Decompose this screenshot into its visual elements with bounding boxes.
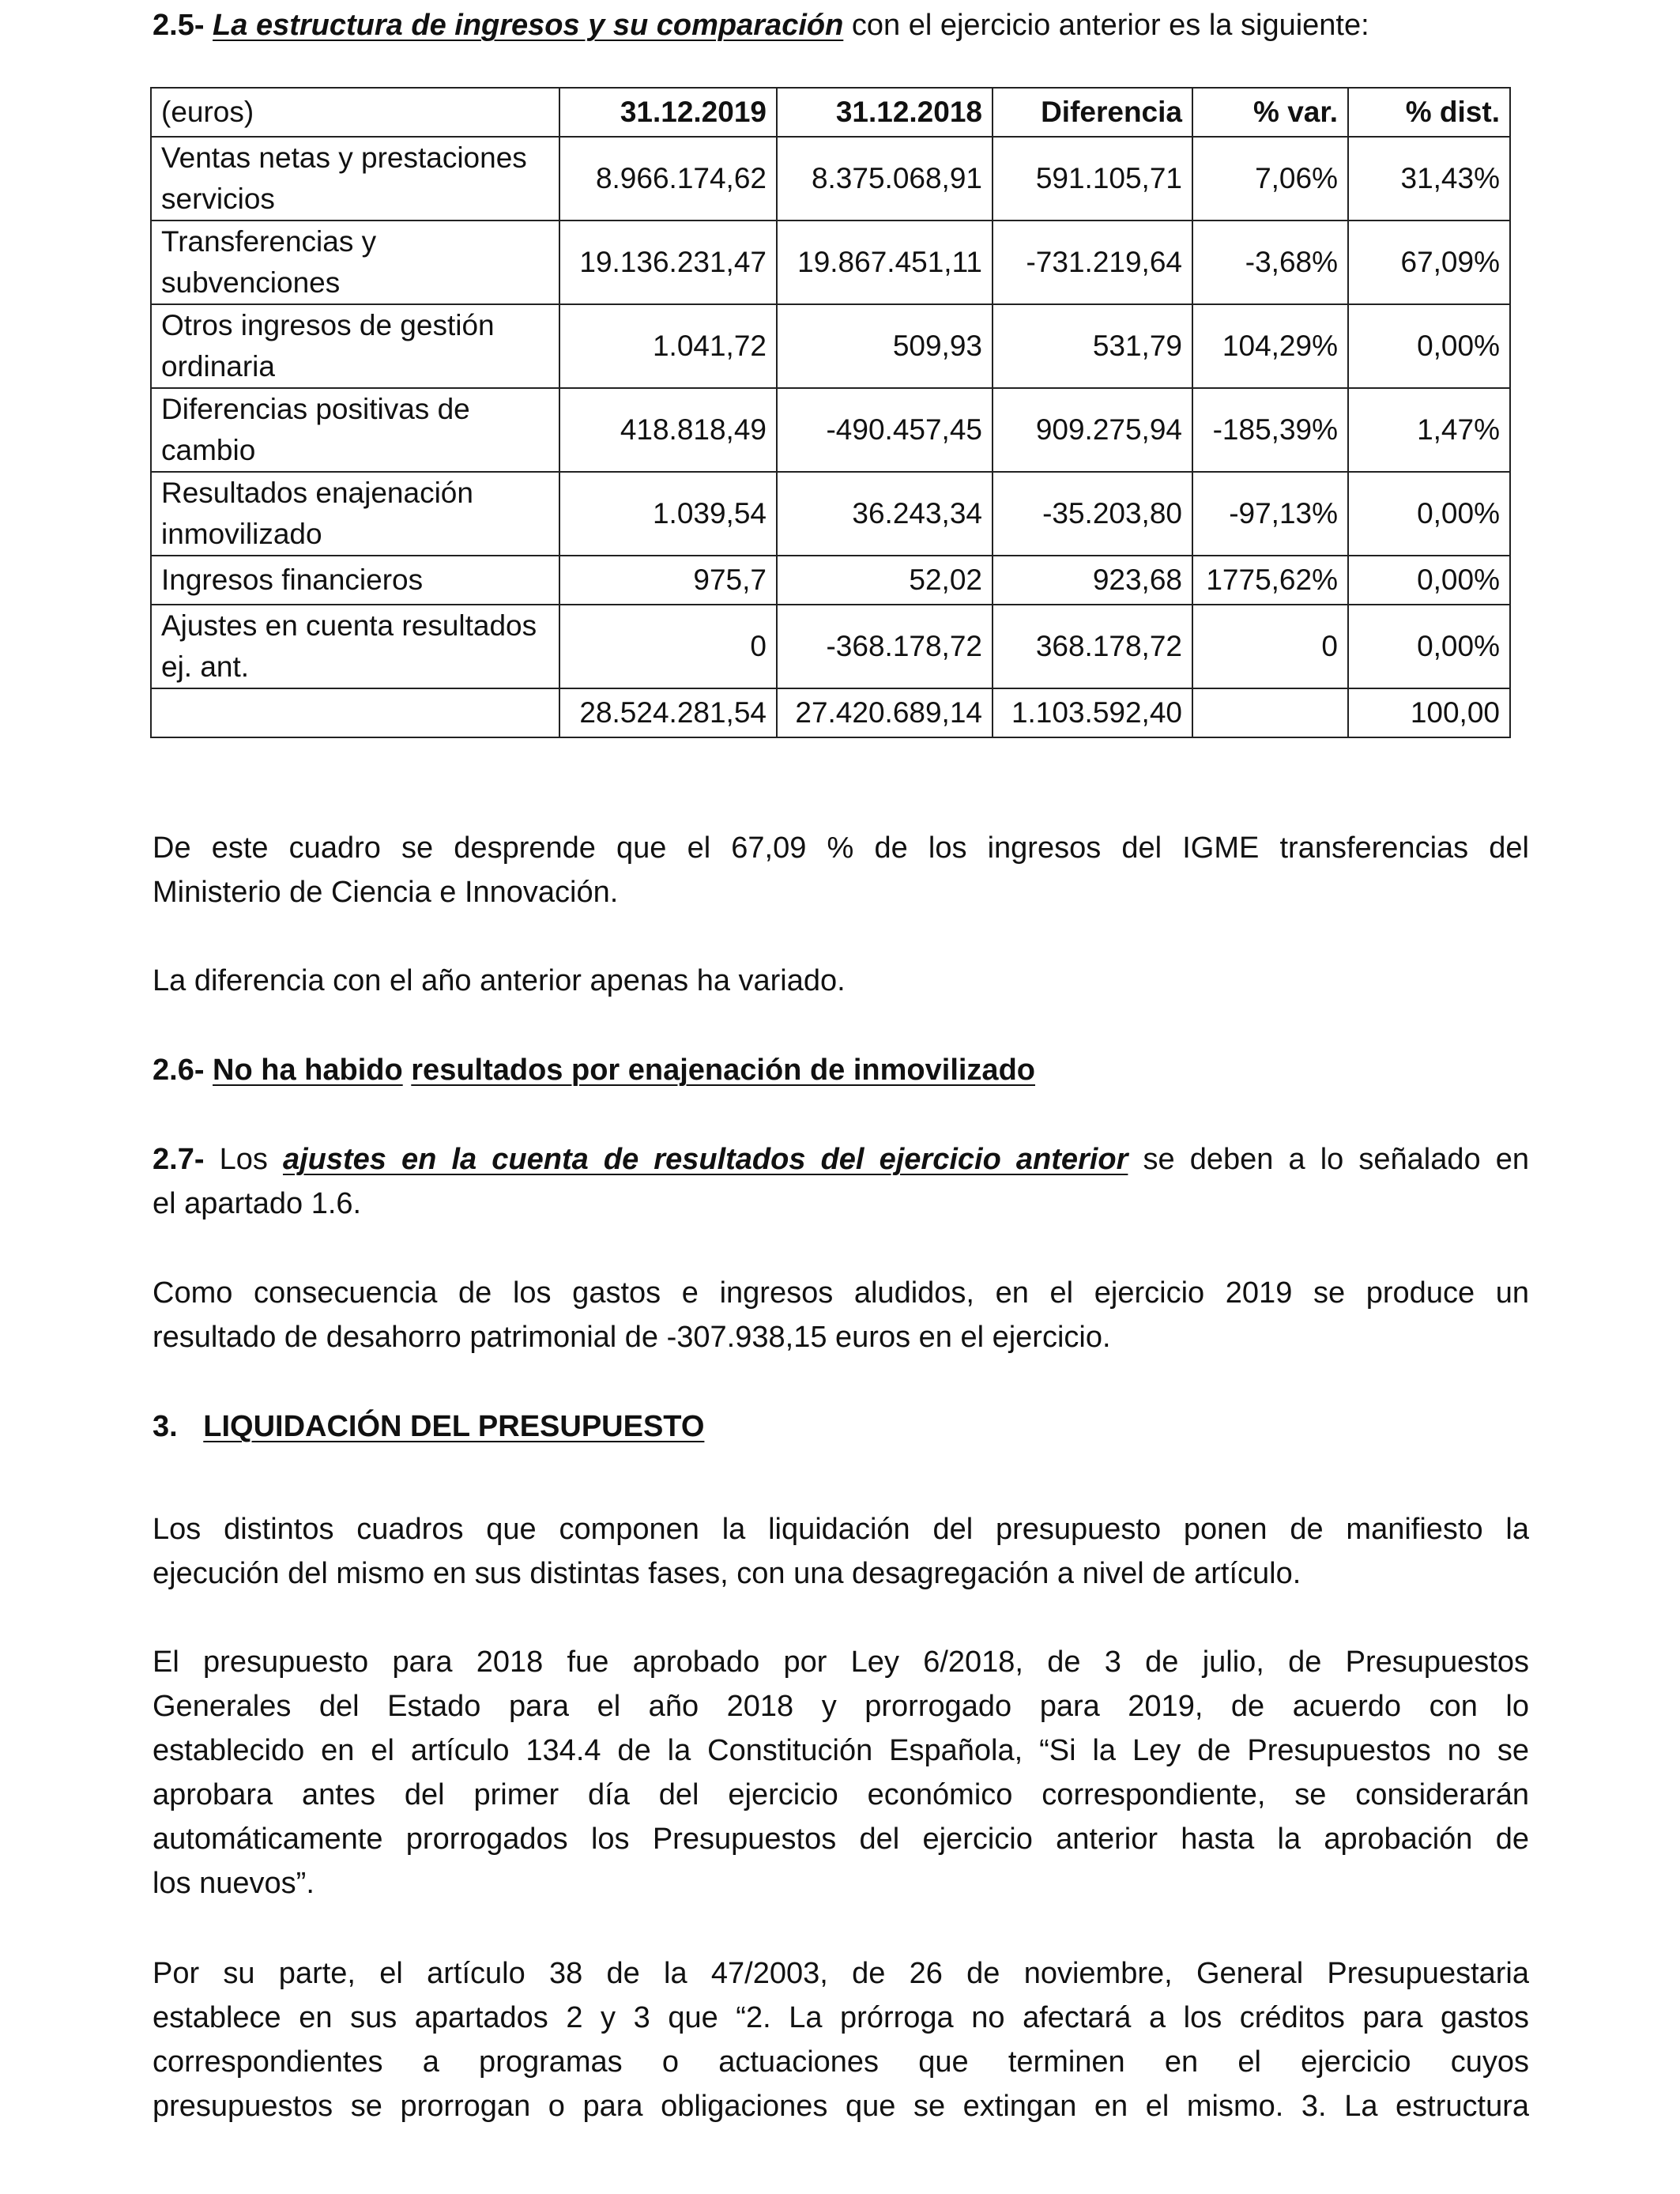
table-cell: 418.818,49 [559,388,777,472]
table-cell: 36.243,34 [777,472,993,556]
column-header: % var. [1192,88,1348,137]
table-cell: -97,13% [1192,472,1348,556]
text-run: Los [204,1143,283,1176]
paragraph-line: Los distintos cuadros que componen la liquidación del presupuesto ponen de manifiesto la [153,1513,1529,1546]
section-3-heading [153,1404,1529,1449]
table-cell: 0,00% [1348,472,1510,556]
paragraph-line: Por su parte, el artículo 38 de la 47/2003, de 26 de noviembre, General Presupuestaria [153,1957,1529,1990]
paragraph-line: automáticamente prorrogados los Presupuestos del ejercicio anterior hasta la aprobación de [153,1823,1529,1856]
section-2-5-heading [153,3,1529,47]
total-cell: 27.420.689,14 [777,688,993,737]
total-cell: 100,00 [1348,688,1510,737]
paragraph-line: los nuevos”. [153,1867,315,1900]
table-cell: 67,09% [1348,221,1510,304]
row-label: Otros ingresos de gestión ordinaria [151,304,559,388]
table-cell: -3,68% [1192,221,1348,304]
table-cell: 19.136.231,47 [559,221,777,304]
table-row [151,137,1510,221]
table-cell: 1.039,54 [559,472,777,556]
column-header: Diferencia [993,88,1192,137]
section-title-rest: con el ejercicio anterior es la siguiente: [843,9,1369,42]
paragraph-line: establece en sus apartados 2 y 3 que “2. La prórroga no afectará a los créditos para gastos [153,2001,1529,2034]
total-cell: 1.103.592,40 [993,688,1192,737]
table-row [151,605,1510,688]
paragraph-line: De este cuadro se desprende que el 67,09 % de los ingresos del IGME transferencias del [153,831,1529,865]
section-number: 2.6- [153,1054,205,1087]
table-cell: -185,39% [1192,388,1348,472]
table-cell: 8.375.068,91 [777,137,993,221]
section-title-part: resultados por enajenación de inmovilizado [411,1054,1035,1087]
section-number: 2.5- [153,9,205,42]
total-cell: 28.524.281,54 [559,688,777,737]
table-cell: 52,02 [777,556,993,605]
section-title: ajustes en la cuenta de resultados del ejercicio anterior [282,1143,1128,1176]
paragraph [153,1507,1529,1596]
table-cell: 0,00% [1348,304,1510,388]
table-cell: 509,93 [777,304,993,388]
section-2-6-heading [153,1048,1529,1092]
table-cell: -368.178,72 [777,605,993,688]
section-number: 3. [153,1410,178,1443]
income-structure-table [150,87,1511,738]
paragraph [153,1640,1529,1906]
table-cell: 0,00% [1348,605,1510,688]
row-label: Ingresos financieros [151,556,559,605]
table-cell: 19.867.451,11 [777,221,993,304]
section-2-7-paragraph [153,1137,1529,1226]
table-cell: 0 [1192,605,1348,688]
section-title: La estructura de ingresos y su comparación [213,9,844,42]
table-total-row [151,688,1510,737]
table-row [151,221,1510,304]
column-header: % dist. [1348,88,1510,137]
table-cell: 31,43% [1348,137,1510,221]
section-title: LIQUIDACIÓN DEL PRESUPUESTO [203,1410,705,1443]
table-cell: -731.219,64 [993,221,1192,304]
table-cell: 923,68 [993,556,1192,605]
table-cell: 7,06% [1192,137,1348,221]
table-row [151,388,1510,472]
row-label: Ajustes en cuenta resultados ej. ant. [151,605,559,688]
paragraph-line: Ministerio de Ciencia e Innovación. [153,876,619,909]
paragraph-line: aprobara antes del primer día del ejercicio económico correspondiente, se considerarán [153,1778,1529,1811]
column-header: 31.12.2018 [777,88,993,137]
text-run: se deben a lo señalado en [1128,1143,1530,1176]
table-cell: -35.203,80 [993,472,1192,556]
paragraph [153,1271,1529,1359]
paragraph-line: resultado de desahorro patrimonial de -307.938,15 euros en el ejercicio. [153,1321,1111,1354]
column-header: (euros) [151,88,559,137]
table-cell: 591.105,71 [993,137,1192,221]
row-label: Resultados enajenación inmovilizado [151,472,559,556]
table-row [151,472,1510,556]
table-row [151,556,1510,605]
row-label: Diferencias positivas de cambio [151,388,559,472]
section-title-part: No ha habido [213,1054,403,1087]
row-label [151,688,559,737]
table-cell: 1,47% [1348,388,1510,472]
paragraph: La diferencia con el año anterior apenas ha variado. [153,964,846,997]
table-cell: 531,79 [993,304,1192,388]
total-cell [1192,688,1348,737]
table-cell: 1.041,72 [559,304,777,388]
table-cell: 975,7 [559,556,777,605]
paragraph [153,826,1529,914]
paragraph-line: Como consecuencia de los gastos e ingresos aludidos, en el ejercicio 2019 se produce un [153,1276,1529,1310]
table-cell: 104,29% [1192,304,1348,388]
table-cell: 0,00% [1348,556,1510,605]
table-cell: 1775,62% [1192,556,1348,605]
table-cell: -490.457,45 [777,388,993,472]
table-cell: 8.966.174,62 [559,137,777,221]
paragraph [153,1951,1529,2128]
table-cell: 909.275,94 [993,388,1192,472]
row-label: Ventas netas y prestaciones servicios [151,137,559,221]
paragraph-line: establecido en el artículo 134.4 de la Constitución Española, “Si la Ley de Presupuestos no se [153,1734,1529,1767]
table-cell: 0 [559,605,777,688]
table-header-row [151,88,1510,137]
paragraph-line: ejecución del mismo en sus distintas fases, con una desagregación a nivel de artículo. [153,1557,1301,1590]
section-number: 2.7- [153,1143,205,1176]
paragraph-line: Generales del Estado para el año 2018 y prorrogado para 2019, de acuerdo con lo [153,1690,1529,1723]
paragraph-line: El presupuesto para 2018 fue aprobado por Ley 6/2018, de 3 de julio, de Presupuestos [153,1646,1529,1679]
paragraph-line: presupuestos se prorrogan o para obligaciones que se extingan en el mismo. 3. La estructura [153,2090,1529,2123]
paragraph-line: correspondientes a programas o actuaciones que terminen en el ejercicio cuyos [153,2045,1529,2079]
paragraph-line [153,1137,1529,1182]
column-header: 31.12.2019 [559,88,777,137]
table-row [151,304,1510,388]
row-label: Transferencias y subvenciones [151,221,559,304]
paragraph-line: el apartado 1.6. [153,1187,362,1220]
table-cell: 368.178,72 [993,605,1192,688]
